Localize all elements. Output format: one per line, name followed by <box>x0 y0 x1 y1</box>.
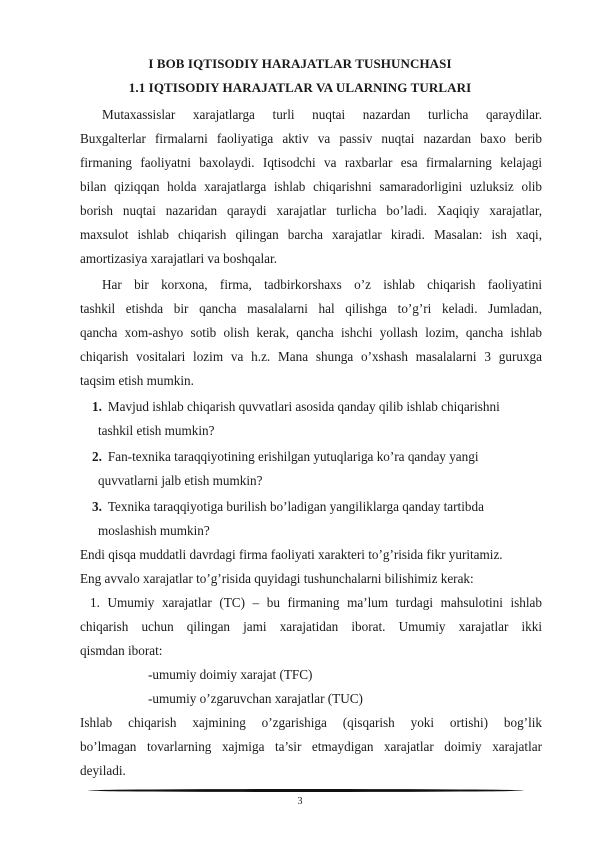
list-number: 3. <box>92 499 102 514</box>
list-item <box>80 495 542 519</box>
list-text: Fan-texnika taraqqiyotining erishilgan yutuqlariga ko’ra qanday yangi <box>107 449 479 464</box>
paragraph-line: 1. Umumiy xarajatlar (TC) – bu firmaning ma’lum turdagi mahsulotini ishlab <box>90 595 542 610</box>
paragraph-line: tashkil etishda bir qancha masalalarni hal qilishga to’g’ri keladi. Jumladan, <box>80 301 542 316</box>
list-number: 1. <box>92 399 102 414</box>
paragraph-line: Eng avvalo xarajatlar to’g’risida quyidagi tushunchalarni bilishimiz kerak: <box>80 571 474 586</box>
paragraph-line: chiqarish vositalari lozim va h.z. Mana shunga o’xshash masalalarni 3 guruxga <box>80 349 542 364</box>
paragraph-line: bo’lmagan tovarlarning xajmiga ta’sir etmaydigan xarajatlar doimiy xarajatlar <box>80 739 542 754</box>
paragraph-line: Har bir korxona, firma, tadbirkorshaxs o’z ishlab chiqarish faoliyatini <box>102 277 542 292</box>
paragraph-line: Endi qisqa muddatli davrdagi firma faoliyati xarakteri to’g’risida fikr yuritamiz. <box>80 547 503 562</box>
paragraph-line: amortizasiya xarajatlari va boshqalar. <box>80 251 277 266</box>
paragraph-line: qismdan iborat: <box>80 643 163 658</box>
list-item-continuation: moslashish mumkin? <box>98 523 210 538</box>
paragraph-line: Ishlab chiqarish xajmining o’zgarishiga (qisqarish yoki ortishi) bog’lik <box>80 715 542 730</box>
list-item-continuation: tashkil etish mumkin? <box>98 423 215 438</box>
list-number: 2. <box>92 449 102 464</box>
paragraph-line: taqsim etish mumkin. <box>80 373 194 388</box>
list-item-continuation: quvvatlarni jalb etish mumkin? <box>98 473 263 488</box>
list-item <box>80 445 542 469</box>
list-text: Texnika taraqqiyotiga burilish bo’ladigan yangiliklarga qanday tartibda <box>107 499 484 514</box>
paragraph-line: borish nuqtai nazaridan qaraydi xarajatlar turlicha bo’ladi. Xaqiqiy xarajatlar, <box>80 203 542 218</box>
page-number: 3 <box>297 796 303 807</box>
paragraph-line: bilan qiziqqan holda xarajatlarga ishlab chiqarishni samaradorligini uzluksiz olib <box>80 179 542 194</box>
paragraph-line: firmaning faoliyatni baxolaydi. Iqtisodchi va raxbarlar esa firmalarning kelajagi <box>80 155 542 170</box>
chapter-title: I BOB IQTISODIY HARAJATLAR TUSHUNCHASI <box>148 56 452 71</box>
sub-item: -umumiy doimiy xarajat (TFC) <box>148 667 313 682</box>
section-title: 1.1 IQTISODIY HARAJATLAR VA ULARNING TURLARI <box>128 80 472 95</box>
paragraph-line: chiqarish uchun qilingan jami xarajatidan iborat. Umumiy xarajatlar ikki <box>80 619 542 634</box>
sub-item: -umumiy o’zgaruvchan xarajatlar (TUC) <box>148 691 363 706</box>
paragraph-line: Mutaxassislar xarajatlarga turli nuqtai nazardan turlicha qaraydilar. <box>102 107 542 122</box>
list-text: Mavjud ishlab chiqarish quvvatlari asosida qanday qilib ishlab chiqarishni <box>107 399 500 414</box>
list-item <box>80 395 542 419</box>
paragraph-line: Buxgalterlar firmalarni faoliyatiga aktiv va passiv nuqtai nazardan baxo berib <box>80 131 542 146</box>
paragraph-line: deyiladi. <box>80 763 126 778</box>
footer-divider <box>88 789 524 792</box>
paragraph-line: qancha xom-ashyo sotib olish kerak, qancha ishchi yollash lozim, qancha ishlab <box>80 325 542 340</box>
paragraph-line: maxsulot ishlab chiqarish qilingan barcha xarajatlar kiradi. Masalan: ish xaqi, <box>80 227 542 242</box>
